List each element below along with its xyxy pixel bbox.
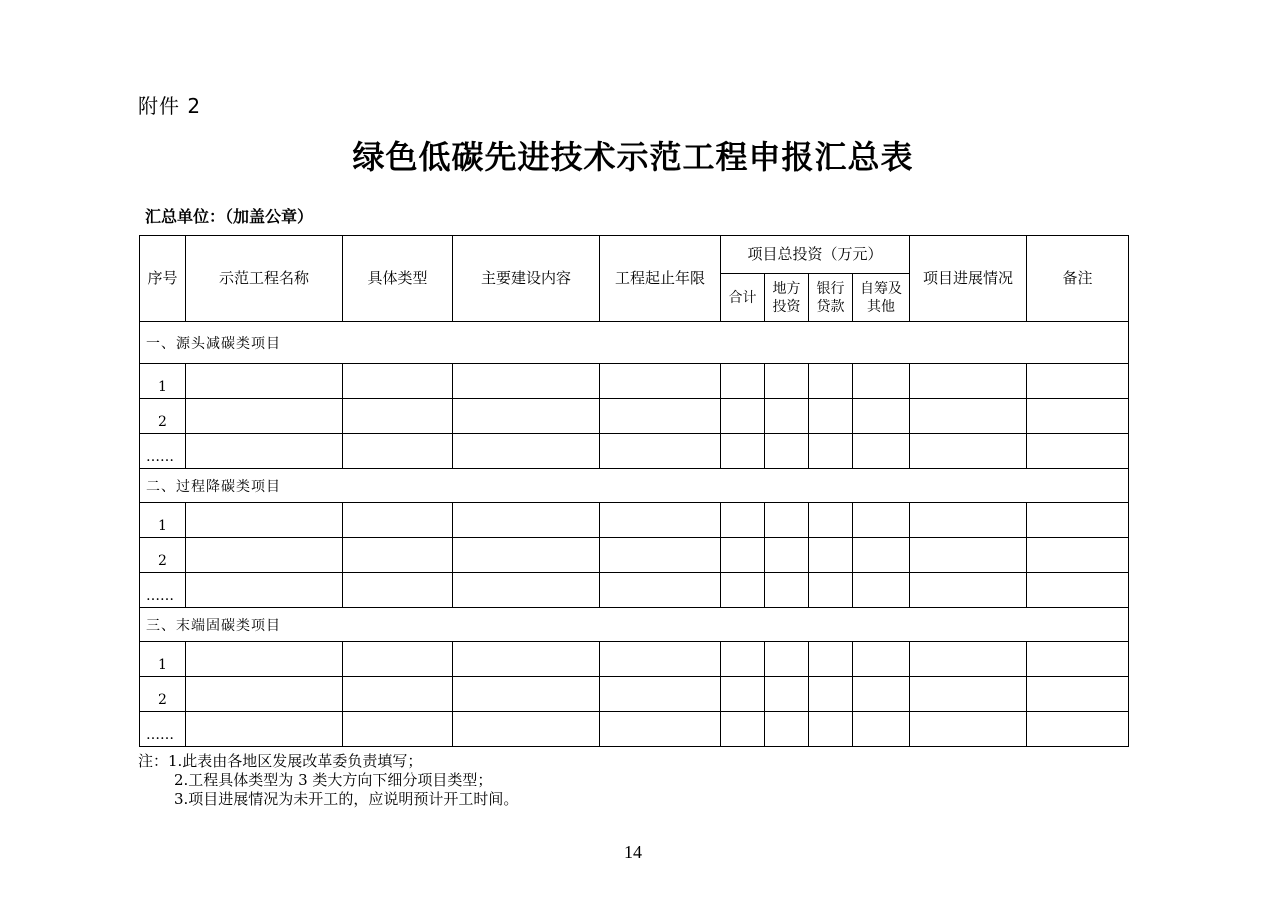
- table-cell: [600, 434, 721, 469]
- row-seq: ……: [140, 712, 186, 747]
- section-title: 二、过程降碳类项目: [140, 469, 1129, 503]
- table-cell: [453, 503, 600, 538]
- table-cell: [853, 642, 910, 677]
- row-seq: 1: [140, 503, 186, 538]
- table-cell: [343, 434, 453, 469]
- table-cell: [453, 712, 600, 747]
- table-cell: [853, 712, 910, 747]
- table-cell: [765, 712, 809, 747]
- table-cell: [186, 677, 343, 712]
- header-remarks: 备注: [1027, 236, 1129, 322]
- header-investment-self: [853, 274, 910, 322]
- table-cell: [910, 434, 1027, 469]
- row-seq: 1: [140, 642, 186, 677]
- note-3: 3.项目进展情况为未开工的，应说明预计开工时间。: [174, 790, 519, 808]
- table-cell: [186, 712, 343, 747]
- table-cell: [343, 399, 453, 434]
- header-investment-bank-line1: 银行: [816, 280, 845, 297]
- row-seq: 2: [140, 538, 186, 573]
- header-investment-bank: [809, 274, 853, 322]
- table-row: [140, 642, 1129, 677]
- header-investment-local-line1: 地方: [772, 280, 801, 297]
- table-cell: [343, 712, 453, 747]
- table-cell: [853, 677, 910, 712]
- table-cell: [809, 677, 853, 712]
- table-cell: [721, 399, 765, 434]
- table-cell: [1027, 538, 1129, 573]
- table-cell: [809, 573, 853, 608]
- section-title: 一、源头减碳类项目: [140, 322, 1129, 364]
- table-row: [140, 573, 1129, 608]
- table-cell: [765, 399, 809, 434]
- table-cell: [809, 503, 853, 538]
- section-row: [140, 322, 1129, 364]
- table-cell: [721, 538, 765, 573]
- table-cell: [809, 364, 853, 399]
- note-2: 2.工程具体类型为 3 类大方向下细分项目类型；: [174, 771, 493, 789]
- table-cell: [453, 642, 600, 677]
- table-row: [140, 712, 1129, 747]
- table-cell: [1027, 364, 1129, 399]
- table-row: [140, 538, 1129, 573]
- table-cell: [1027, 642, 1129, 677]
- table-cell: [186, 434, 343, 469]
- header-period: 工程起止年限: [600, 236, 721, 322]
- table-cell: [721, 364, 765, 399]
- attachment-label: 附件 2: [138, 94, 202, 118]
- table-cell: [453, 573, 600, 608]
- table-cell: [809, 399, 853, 434]
- table-body: [140, 322, 1129, 747]
- table-cell: [765, 364, 809, 399]
- table-cell: [186, 538, 343, 573]
- table-cell: [765, 538, 809, 573]
- row-seq: 2: [140, 677, 186, 712]
- table-cell: [853, 399, 910, 434]
- table-cell: [453, 434, 600, 469]
- header-total-investment: 项目总投资（万元）: [721, 236, 910, 274]
- table-cell: [343, 573, 453, 608]
- header-investment-bank-line2: 贷款: [816, 298, 845, 315]
- table-cell: [1027, 712, 1129, 747]
- table-cell: [1027, 399, 1129, 434]
- table-cell: [721, 677, 765, 712]
- section-row: [140, 469, 1129, 503]
- table-cell: [453, 538, 600, 573]
- table-cell: [910, 642, 1027, 677]
- table-cell: [1027, 677, 1129, 712]
- page-number: 14: [624, 842, 642, 862]
- table-cell: [186, 364, 343, 399]
- table-cell: [765, 642, 809, 677]
- table-cell: [343, 364, 453, 399]
- note-1: 注：1.此表由各地区发展改革委负责填写；: [138, 752, 423, 770]
- table-cell: [809, 712, 853, 747]
- table-cell: [910, 573, 1027, 608]
- table-cell: [721, 642, 765, 677]
- table-cell: [343, 677, 453, 712]
- document-title: 绿色低碳先进技术示范工程申报汇总表: [352, 138, 914, 176]
- table-cell: [600, 642, 721, 677]
- table-row: [140, 364, 1129, 399]
- table-row: [140, 399, 1129, 434]
- table-cell: [600, 712, 721, 747]
- table-row: [140, 434, 1129, 469]
- row-seq: 2: [140, 399, 186, 434]
- table-cell: [910, 399, 1027, 434]
- table-cell: [600, 573, 721, 608]
- table-cell: [343, 642, 453, 677]
- table-cell: [600, 399, 721, 434]
- header-investment-self-line1: 自筹及: [860, 280, 902, 297]
- notes: [138, 752, 518, 809]
- table-cell: [765, 677, 809, 712]
- table-cell: [910, 712, 1027, 747]
- header-construction-content: 主要建设内容: [453, 236, 600, 322]
- table-cell: [343, 538, 453, 573]
- table-cell: [186, 399, 343, 434]
- table-cell: [910, 677, 1027, 712]
- row-seq: ……: [140, 573, 186, 608]
- table-cell: [910, 538, 1027, 573]
- header-investment-local-line2: 投资: [772, 298, 801, 315]
- table-cell: [600, 503, 721, 538]
- table-cell: [809, 642, 853, 677]
- header-project-name: 示范工程名称: [186, 236, 343, 322]
- table-cell: [809, 434, 853, 469]
- header-seq: 序号: [140, 236, 186, 322]
- table-row: [140, 677, 1129, 712]
- table-cell: [343, 503, 453, 538]
- table-cell: [721, 434, 765, 469]
- table-cell: [600, 538, 721, 573]
- section-row: [140, 608, 1129, 642]
- table-cell: [186, 573, 343, 608]
- table-cell: [765, 434, 809, 469]
- table-cell: [853, 434, 910, 469]
- table-cell: [765, 503, 809, 538]
- table-cell: [853, 364, 910, 399]
- table-row: [140, 503, 1129, 538]
- table-cell: [721, 573, 765, 608]
- table-cell: [853, 573, 910, 608]
- row-seq: ……: [140, 434, 186, 469]
- header-investment-total: 合计: [721, 274, 765, 322]
- table-cell: [186, 642, 343, 677]
- table-cell: [853, 503, 910, 538]
- summary-table: [139, 235, 1129, 747]
- table-cell: [600, 364, 721, 399]
- table-cell: [453, 399, 600, 434]
- section-title: 三、末端固碳类项目: [140, 608, 1129, 642]
- header-investment-local: [765, 274, 809, 322]
- table-cell: [853, 538, 910, 573]
- header-progress: 项目进展情况: [910, 236, 1027, 322]
- table-cell: [453, 677, 600, 712]
- table-cell: [809, 538, 853, 573]
- table-cell: [600, 677, 721, 712]
- table-cell: [721, 712, 765, 747]
- summary-unit-label: 汇总单位：（加盖公章）: [145, 207, 314, 226]
- table-cell: [910, 503, 1027, 538]
- header-investment-self-line2: 其他: [867, 298, 895, 315]
- table-cell: [765, 573, 809, 608]
- table-cell: [453, 364, 600, 399]
- table-cell: [910, 364, 1027, 399]
- row-seq: 1: [140, 364, 186, 399]
- table-cell: [1027, 573, 1129, 608]
- table-cell: [1027, 434, 1129, 469]
- header-specific-type: 具体类型: [343, 236, 453, 322]
- table-cell: [721, 503, 765, 538]
- table-cell: [1027, 503, 1129, 538]
- table-cell: [186, 503, 343, 538]
